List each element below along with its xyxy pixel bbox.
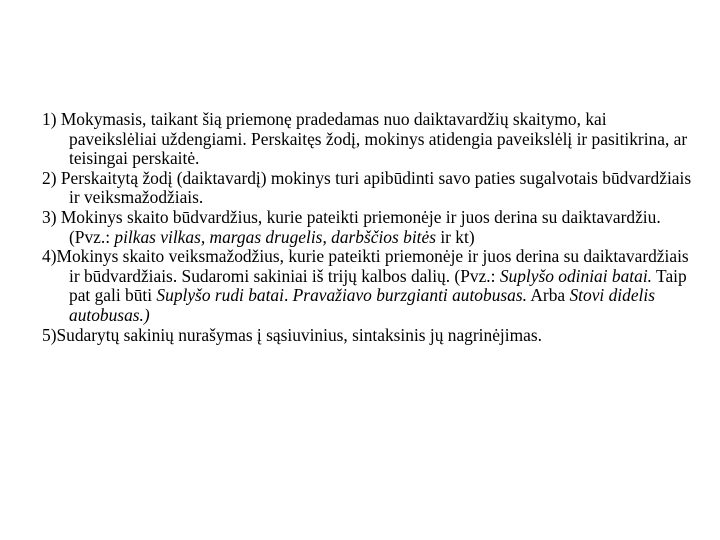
list-item-3-example: pilkas vilkas, margas drugelis, darbščios bitės	[114, 226, 436, 247]
list-item-3-prefix: 3) Mokinys skaito būdvardžius, kurie pateikti priemonėje ir juos derina su daiktavardžiu. (Pvz.:	[42, 206, 661, 247]
list-item-2-text: 2) Perskaitytą žodį (daiktavardį) mokinys turi apibūdinti savo paties sugalvotais būdvardžiais ir veiksmažodžiais.	[42, 167, 692, 208]
list-item-5-text: 5)Sudarytų sakinių nurašymas į sąsiuvinius, sintaksinis jų nagrinėjimas.	[42, 324, 542, 345]
list-item-4-middle-3: Arba	[526, 285, 570, 306]
list-item-4-example-1: Suplyšo odiniai batai.	[499, 265, 653, 286]
list-item-1	[42, 110, 692, 169]
list-item-4-example-3: Pravažiavo burzgianti autobusas.	[292, 285, 527, 306]
list-item-2	[42, 169, 692, 208]
list-item-3	[42, 208, 692, 247]
list-item-4-example-4: Stovi didelis autobusas.)	[69, 285, 655, 325]
list-item-4-prefix: 4)Mokinys skaito veiksmažodžius, kurie pateikti priemonėje ir juos derina su daiktavardžiais ir būdvardžiais. Sudaromi sakiniai iš trijų kalbos dalių. (Pvz.:	[42, 246, 689, 286]
list-item-4	[42, 247, 692, 325]
list-item-5	[42, 326, 692, 346]
list-item-4-middle: Taip pat gali būti	[69, 265, 687, 306]
list-item-1-text: 1) Mokymasis, taikant šią priemonę pradedamas nuo daiktavardžių skaitymo, kai paveikslėliai uždengiami. Perskaitęs žodį, mokinys atidengia paveikslėlį ir pasitikrina, ar teisingai perskaitė.	[42, 109, 688, 169]
list-item-3-suffix: ir kt)	[435, 226, 475, 247]
list-item-4-middle-2: .	[283, 285, 293, 306]
text-body	[42, 110, 692, 345]
list-item-4-example-2: Suplyšo rudi batai	[156, 285, 284, 306]
